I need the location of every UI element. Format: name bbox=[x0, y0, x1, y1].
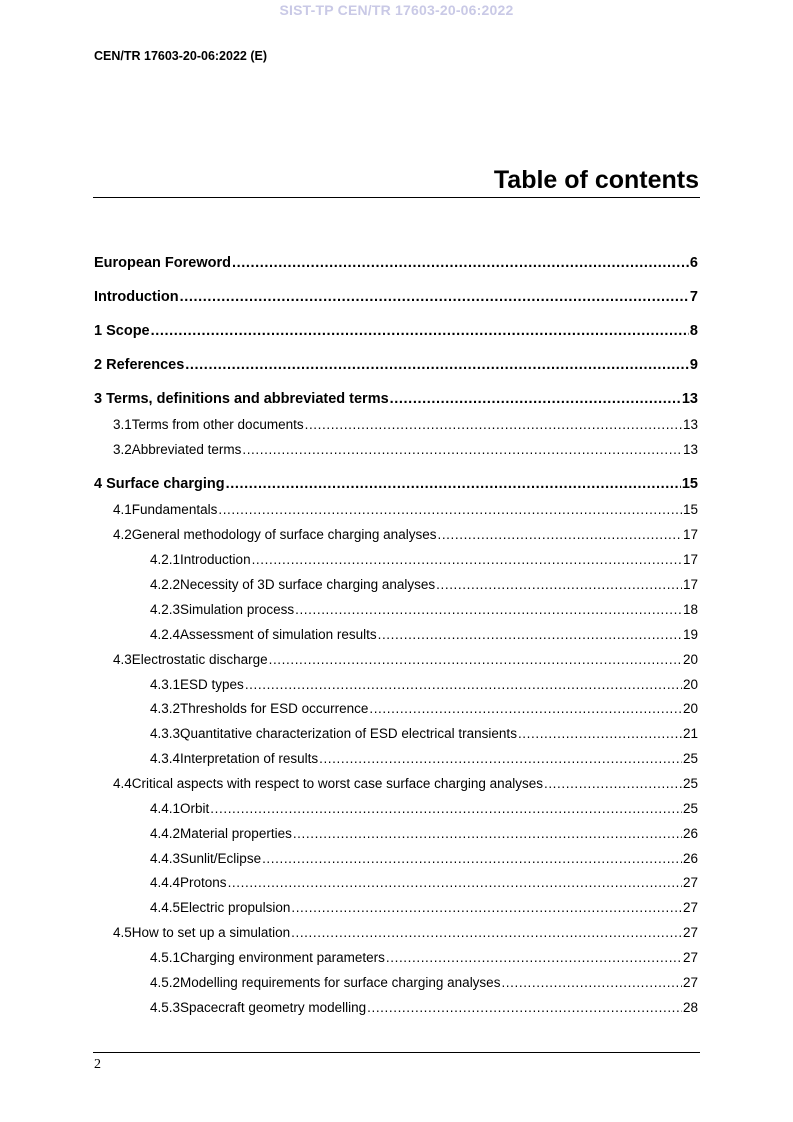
toc-entry[interactable] bbox=[94, 627, 698, 645]
toc-page-number: 26 bbox=[682, 826, 698, 841]
toc-entry-label: ESD types bbox=[180, 677, 244, 692]
toc-dot-leader bbox=[437, 527, 682, 542]
toc-entry[interactable] bbox=[94, 527, 698, 545]
toc-dot-leader bbox=[369, 701, 682, 716]
toc-entry-number: 4.2.3 bbox=[150, 602, 181, 617]
toc-dot-leader bbox=[367, 1000, 682, 1015]
toc-entry[interactable] bbox=[94, 677, 698, 695]
page-title: Table of contents bbox=[493, 166, 699, 194]
toc-entry-number: 1 bbox=[94, 323, 103, 339]
toc-dot-leader bbox=[218, 502, 682, 517]
toc-entry-number: 4.3.1 bbox=[150, 677, 181, 692]
toc-page-number: 27 bbox=[682, 875, 698, 890]
toc-entry-label: Simulation process bbox=[180, 602, 295, 617]
toc-entry-number: 4.4 bbox=[113, 776, 132, 791]
toc-page-number: 27 bbox=[682, 975, 698, 990]
toc-entry-number: 4 bbox=[94, 476, 103, 492]
toc-page-number: 15 bbox=[681, 476, 698, 492]
toc-entry[interactable] bbox=[94, 255, 698, 275]
toc-dot-leader bbox=[180, 289, 689, 305]
toc-dot-leader bbox=[305, 417, 682, 432]
toc-dot-leader bbox=[291, 900, 682, 915]
toc-entry[interactable] bbox=[94, 502, 698, 520]
toc-entry[interactable] bbox=[94, 289, 698, 309]
toc-dot-leader bbox=[210, 801, 682, 816]
toc-entry-number: 4.3.3 bbox=[150, 726, 181, 741]
toc-entry-number: 4.2 bbox=[113, 527, 132, 542]
toc-page-number: 17 bbox=[682, 527, 698, 542]
title-divider bbox=[93, 197, 700, 198]
footer-page-number: 2 bbox=[94, 1057, 101, 1072]
toc-entry[interactable] bbox=[94, 577, 698, 595]
toc-dot-leader bbox=[245, 677, 682, 692]
toc-entry-number: 4.3.2 bbox=[150, 701, 181, 716]
toc-entry-number: 4.5 bbox=[113, 925, 132, 940]
toc-entry-number: 4.3.4 bbox=[150, 751, 181, 766]
toc-entry[interactable] bbox=[94, 776, 698, 794]
toc-dot-leader bbox=[293, 826, 682, 841]
toc-dot-leader bbox=[390, 391, 681, 407]
toc-entry-label: Electrostatic discharge bbox=[131, 652, 268, 667]
toc-entry-number: 4.5.3 bbox=[150, 1000, 181, 1015]
toc-page-number: 15 bbox=[682, 502, 698, 517]
toc-entry-label: Scope bbox=[106, 323, 150, 339]
toc-entry-number: 4.2.2 bbox=[150, 577, 181, 592]
toc-entry-label: Terms, definitions and abbreviated terms bbox=[106, 391, 389, 407]
toc-entry-label: Sunlit/Eclipse bbox=[180, 851, 262, 866]
toc-dot-leader bbox=[269, 652, 682, 667]
toc-entry-number: 4.3 bbox=[113, 652, 132, 667]
toc-entry-label: Introduction bbox=[94, 289, 179, 305]
toc-dot-leader bbox=[436, 577, 682, 592]
toc-page-number: 26 bbox=[682, 851, 698, 866]
toc-page-number: 9 bbox=[689, 357, 698, 373]
toc-dot-leader bbox=[242, 442, 682, 457]
toc-entry-label: Critical aspects with respect to worst case surface charging analyses bbox=[131, 776, 543, 791]
toc-dot-leader bbox=[386, 950, 682, 965]
toc-entry-label: Material properties bbox=[180, 826, 292, 841]
toc-page-number: 13 bbox=[682, 417, 698, 432]
toc-entry-number: 4.4.1 bbox=[150, 801, 181, 816]
toc-dot-leader bbox=[544, 776, 682, 791]
toc-entry-label: Protons bbox=[180, 875, 227, 890]
toc-dot-leader bbox=[185, 357, 689, 373]
toc-entry-number: 4.2.4 bbox=[150, 627, 181, 642]
toc-page-number: 20 bbox=[682, 652, 698, 667]
toc-page-number: 7 bbox=[689, 289, 698, 305]
toc-page-number: 19 bbox=[682, 627, 698, 642]
toc-dot-leader bbox=[501, 975, 682, 990]
toc-entry-label: Necessity of 3D surface charging analyses bbox=[180, 577, 436, 592]
toc-page-number: 17 bbox=[682, 552, 698, 567]
toc-dot-leader bbox=[518, 726, 682, 741]
toc-entry[interactable] bbox=[94, 652, 698, 670]
document-id-header: CEN/TR 17603-20-06:2022 (E) bbox=[94, 49, 267, 63]
toc-entry[interactable] bbox=[94, 417, 698, 435]
toc-entry-label: Fundamentals bbox=[131, 502, 218, 517]
toc-page-number: 20 bbox=[682, 677, 698, 692]
toc-entry-number: 4.4.5 bbox=[150, 900, 181, 915]
toc-dot-leader bbox=[151, 323, 689, 339]
toc-page-number: 27 bbox=[682, 925, 698, 940]
footer-divider bbox=[93, 1052, 700, 1053]
toc-entry[interactable] bbox=[94, 826, 698, 844]
toc-entry-number: 4.5.1 bbox=[150, 950, 181, 965]
toc-page-number: 13 bbox=[681, 391, 698, 407]
toc-entry-number: 4.4.2 bbox=[150, 826, 181, 841]
toc-entry-label: Orbit bbox=[180, 801, 210, 816]
toc-entry-label: Charging environment parameters bbox=[180, 950, 385, 965]
toc-entry-number: 4.4.4 bbox=[150, 875, 181, 890]
toc-entry-number: 3.1 bbox=[113, 417, 132, 432]
toc-dot-leader bbox=[295, 602, 682, 617]
toc-entry[interactable] bbox=[94, 900, 698, 918]
toc-entry[interactable] bbox=[94, 950, 698, 968]
toc-entry-label: Surface charging bbox=[106, 476, 225, 492]
toc-entry[interactable] bbox=[94, 391, 698, 411]
toc-entry[interactable] bbox=[94, 552, 698, 570]
toc-entry-label: Spacecraft geometry modelling bbox=[180, 1000, 367, 1015]
toc-entry-label: Quantitative characterization of ESD electrical transients bbox=[180, 726, 517, 741]
toc-entry-label: Electric propulsion bbox=[180, 900, 291, 915]
watermark: SIST-TP CEN/TR 17603-20-06:2022 bbox=[279, 2, 514, 18]
toc-page-number: 6 bbox=[689, 255, 698, 271]
toc-page-number: 25 bbox=[682, 751, 698, 766]
toc-entry-number: 4.2.1 bbox=[150, 552, 181, 567]
toc-page-number: 21 bbox=[682, 726, 698, 741]
toc-entry-label: General methodology of surface charging analyses bbox=[131, 527, 437, 542]
toc-page-number: 28 bbox=[682, 1000, 698, 1015]
toc-dot-leader bbox=[232, 255, 689, 271]
toc-entry-label: Interpretation of results bbox=[180, 751, 319, 766]
toc-page-number: 17 bbox=[682, 577, 698, 592]
toc-entry-label: Introduction bbox=[180, 552, 251, 567]
toc-entry-label: References bbox=[106, 357, 185, 373]
toc-entry[interactable] bbox=[94, 751, 698, 769]
toc-dot-leader bbox=[252, 552, 682, 567]
toc-dot-leader bbox=[228, 875, 682, 890]
toc-entry[interactable] bbox=[94, 925, 698, 943]
toc-entry[interactable] bbox=[94, 726, 698, 744]
toc-entry-label: European Foreword bbox=[94, 255, 231, 271]
toc-entry-number: 4.5.2 bbox=[150, 975, 181, 990]
toc-entry[interactable] bbox=[94, 476, 698, 496]
toc-entry-label: Modelling requirements for surface charging analyses bbox=[180, 975, 501, 990]
toc-entry-label: Thresholds for ESD occurrence bbox=[180, 701, 369, 716]
toc-entry-label: Assessment of simulation results bbox=[180, 627, 377, 642]
toc-entry[interactable] bbox=[94, 357, 698, 377]
toc-entry[interactable] bbox=[94, 875, 698, 893]
toc-page-number: 8 bbox=[689, 323, 698, 339]
toc-dot-leader bbox=[262, 851, 682, 866]
toc-entry-label: How to set up a simulation bbox=[131, 925, 291, 940]
toc-entry-label: Terms from other documents bbox=[131, 417, 304, 432]
toc-page-number: 27 bbox=[682, 950, 698, 965]
toc-page-number: 25 bbox=[682, 776, 698, 791]
toc-page-number: 27 bbox=[682, 900, 698, 915]
toc-entry-number: 4.1 bbox=[113, 502, 132, 517]
toc-entry[interactable] bbox=[94, 602, 698, 620]
toc-entry-number: 3.2 bbox=[113, 442, 132, 457]
toc-entry[interactable] bbox=[94, 801, 698, 819]
toc-page-number: 13 bbox=[682, 442, 698, 457]
toc-entry[interactable] bbox=[94, 851, 698, 869]
toc-entry-number: 4.4.3 bbox=[150, 851, 181, 866]
toc-dot-leader bbox=[226, 476, 681, 492]
toc-page-number: 25 bbox=[682, 801, 698, 816]
toc-page-number: 20 bbox=[682, 701, 698, 716]
toc-page-number: 18 bbox=[682, 602, 698, 617]
toc-entry[interactable] bbox=[94, 701, 698, 719]
toc-dot-leader bbox=[319, 751, 682, 766]
toc-dot-leader bbox=[378, 627, 682, 642]
toc-entry[interactable] bbox=[94, 1000, 698, 1018]
toc-entry-number: 2 bbox=[94, 357, 103, 373]
toc-entry-label: Abbreviated terms bbox=[131, 442, 242, 457]
toc-entry-number: 3 bbox=[94, 391, 103, 407]
toc-dot-leader bbox=[291, 925, 682, 940]
toc-entry[interactable] bbox=[94, 442, 698, 460]
toc-entry[interactable] bbox=[94, 323, 698, 343]
toc-entry[interactable] bbox=[94, 975, 698, 993]
